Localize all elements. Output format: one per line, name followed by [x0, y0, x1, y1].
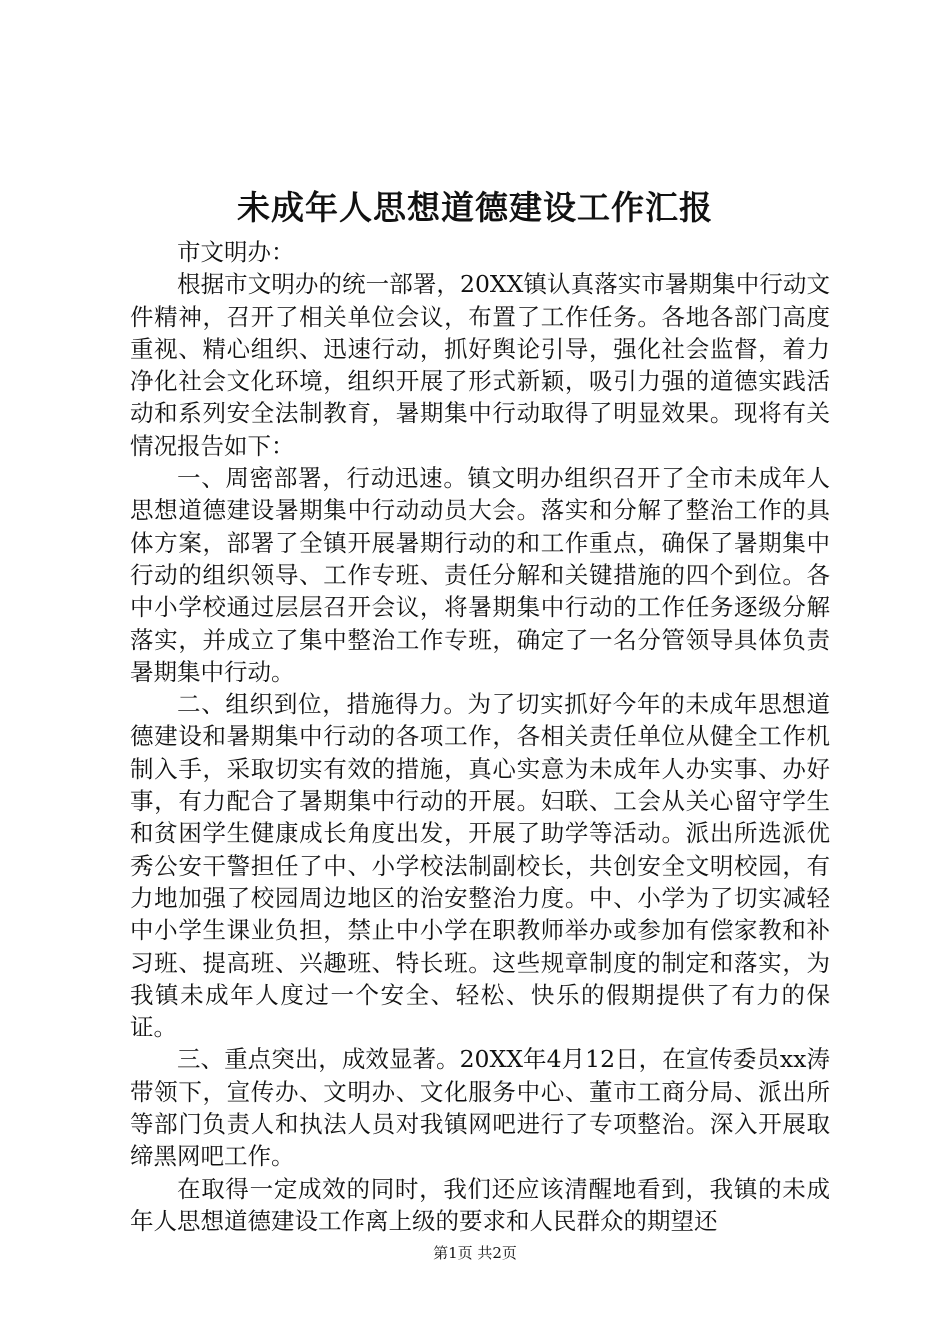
- paragraph-section-1: 一、周密部署，行动迅速。镇文明办组织召开了全市未成年人思想道德建设暑期集中行动动员大会。落实和分解了整治工作的具体方案，部署了全镇开展暑期行动的和工作重点，确保了暑期集中行动的组织领导、工作专班、责任分解和关键措施的四个到位。各中小学校通过层层召开会议，将暑期集中行动的工作任务逐级分解落实，并成立了集中整治工作专班，确定了一名分管领导具体负责暑期集中行动。: [130, 464, 830, 686]
- paragraph-intro: 根据市文明办的统一部署，20XX镇认真落实市暑期集中行动文件精神，召开了相关单位会议，布置了工作任务。各地各部门高度重视、精心组织、迅速行动，抓好舆论引导，强化社会监督，着力净化社会文化环境，组织开展了形式新颖，吸引力强的道德实践活动和系列安全法制教育，暑期集中行动取得了明显效果。现将有关情况报告如下：: [130, 270, 830, 460]
- page-number-footer: 第1页 共2页: [433, 1244, 517, 1262]
- document-body: [130, 236, 830, 1237]
- paragraph-section-2: 二、组织到位，措施得力。为了切实抓好今年的未成年思想道德建设和暑期集中行动的各项工作，各相关责任单位从健全工作机制入手，采取切实有效的措施，真心实意为未成年人办实事、办好事，有力配合了暑期集中行动的开展。妇联、工会从关心留守学生和贫困学生健康成长角度出发，开展了助学等活动。派出所选派优秀公安干警担任了中、小学校法制副校长，共创安全文明校园，有力地加强了校园周边地区的治安整治力度。中、小学为了切实减轻中小学生课业负担，禁止中小学在职教师举办或参加有偿家教和补习班、提高班、兴趣班、特长班。这些规章制度的制定和落实，为我镇未成年人度过一个安全、轻松、快乐的假期提供了有力的保证。: [130, 690, 830, 1042]
- paragraph-conclusion: 在取得一定成效的同时，我们还应该清醒地看到，我镇的未成年人思想道德建设工作离上级的要求和人民群众的期望还: [130, 1174, 830, 1235]
- document-title: 未成年人思想道德建设工作汇报: [237, 188, 713, 227]
- paragraph-section-3: 三、重点突出，成效显著。20XX年4月12日，在宣传委员xx涛带领下，宣传办、文明办、文化服务中心、董市工商分局、派出所等部门负责人和执法人员对我镇网吧进行了专项整治。深入开展取缔黑网吧工作。: [130, 1045, 830, 1171]
- salutation: 市文明办：: [177, 238, 295, 266]
